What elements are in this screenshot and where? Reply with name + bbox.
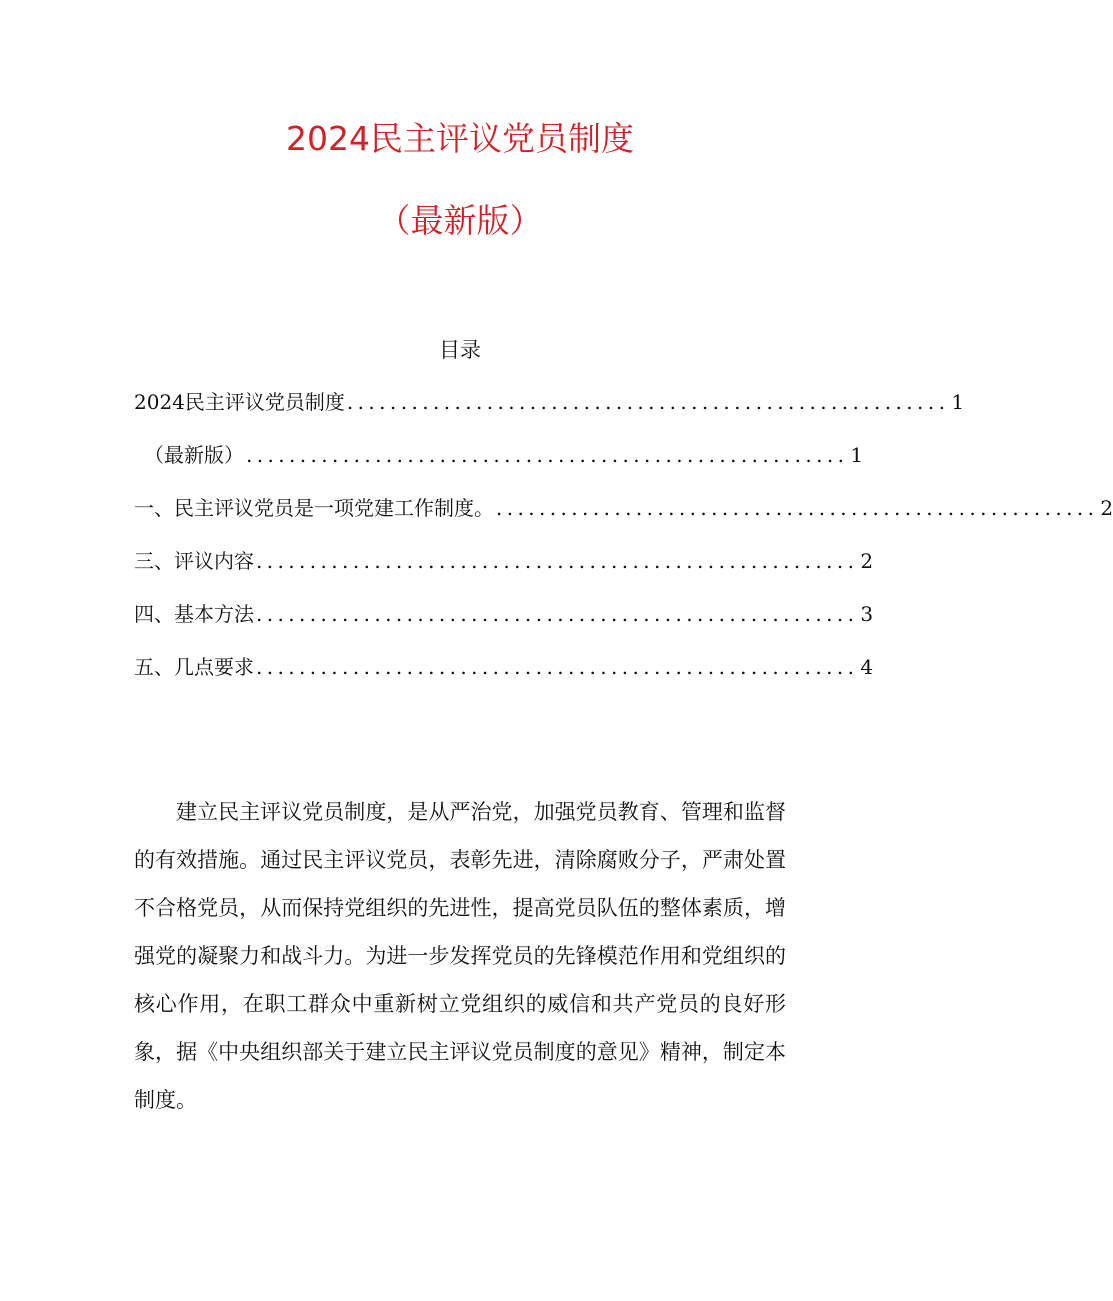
toc-leader-dots: ........................................................ <box>246 443 849 467</box>
toc-item[interactable] <box>134 440 864 493</box>
toc-leader-dots: ........................................................ <box>346 390 950 414</box>
toc-item[interactable] <box>134 387 965 440</box>
table-of-contents <box>134 387 1113 705</box>
toc-item-label: 五、几点要求 <box>134 655 254 679</box>
toc-item-page: 3 <box>860 602 874 626</box>
toc-item-page: 1 <box>850 443 864 467</box>
toc-item-label: 2024民主评议党员制度 <box>134 390 345 414</box>
toc-item-label: 三、评议内容 <box>134 549 254 573</box>
toc-item[interactable] <box>134 493 1113 546</box>
toc-item-page: 2 <box>860 549 874 573</box>
toc-item-page: 2 <box>1100 496 1113 520</box>
toc-leader-dots: ........................................................ <box>256 655 859 679</box>
document-subtitle: （最新版） <box>377 201 543 240</box>
toc-item-page: 1 <box>951 390 965 414</box>
toc-leader-dots: ........................................................ <box>496 496 1099 520</box>
toc-leader-dots: ........................................................ <box>256 602 859 626</box>
toc-leader-dots: ........................................................ <box>256 549 859 573</box>
toc-item[interactable] <box>134 546 874 599</box>
toc-item-label: 四、基本方法 <box>134 602 254 626</box>
toc-item-label: 一、民主评议党员是一项党建工作制度。 <box>134 496 494 520</box>
body-paragraph: 建立民主评议党员制度，是从严治党，加强党员教育、管理和监督的有效措施。通过民主评议党员，表彰先进，清除腐败分子，严肃处置不合格党员，从而保持党组织的先进性，提高党员队伍的整体素质，增强党的凝聚力和战斗力。为进一步发挥党员的先锋模范作用和党组织的核心作用，在职工群众中重新树立党组织的威信和共产党员的良好形象，据《中央组织部关于建立民主评议党员制度的意见》精神，制定本制度。 <box>134 800 786 1112</box>
toc-item-label: （最新版） <box>144 443 244 467</box>
toc-item[interactable] <box>134 652 874 705</box>
toc-item[interactable] <box>134 599 874 652</box>
toc-heading: 目录 <box>439 338 481 362</box>
toc-item-page: 4 <box>860 655 874 679</box>
document-title: 2024民主评议党员制度 <box>286 119 634 158</box>
